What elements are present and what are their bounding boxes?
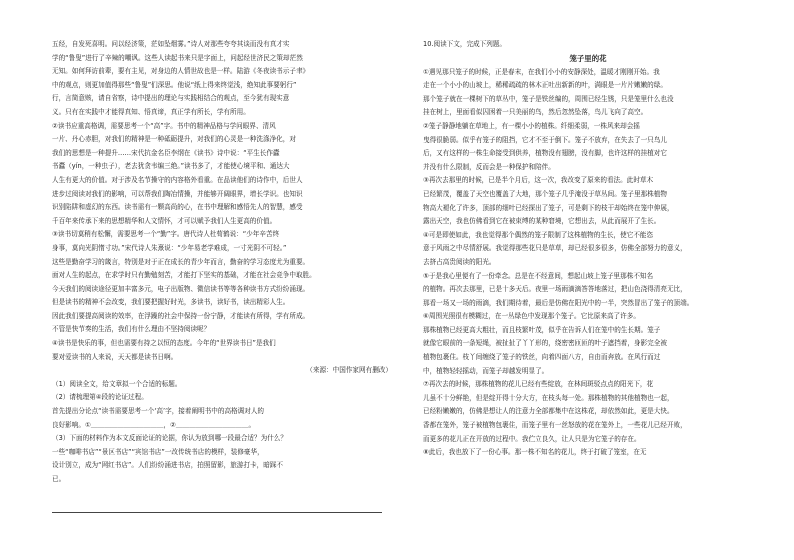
- passage-line: 无知。如何拜访前辈，要有主见，对身边的人情世故也是一样。陆游《冬夜读书示子聿》: [52, 67, 310, 76]
- passage-line: 因此我们要提高阅读的效率，在浮躁的社会中保持一份宁静，才能读有所得，学有所成。: [52, 311, 310, 320]
- passage-line: 今天我们的阅读途径更加丰富多元，电子出版物、微信读书等等各种读书方式纷纷涌现。: [52, 284, 310, 293]
- right-passage: [423, 66, 753, 460]
- divider-line: [52, 512, 382, 513]
- passage-line: ①遇见那只笼子的时候，正是春末，在我们小小的安静深处，温暖才刚刚开始。我: [423, 67, 660, 76]
- passage-line: 意于风雨之中尽情舒展。我觉得那些花只是草草，却已经很多很多，仿佛全部努力的意义，: [423, 244, 687, 253]
- left-column: [52, 38, 392, 487]
- left-passage: [52, 38, 392, 364]
- passage-title: 笼子里的花: [569, 53, 607, 63]
- passage-line: 走在一个小小的山坡上，稀稀疏疏的林木正吐出新新的叶，满眼是一片片嫩嫩的绿。: [423, 81, 667, 90]
- passage-line: ③再次去那里的时候，已是半个月后，这一次，我改变了原来的看法。此时草木: [423, 176, 654, 185]
- passage-line: 去挤占高贵阅读的阳光。: [423, 257, 496, 266]
- passage-line: 植物包裹住。枝丫间缠绕了笼子的铁丝，向着四面八方，自由而奔放。在风行而过: [423, 353, 661, 362]
- passage-line: 的植物。再次去那里，已是十多天后。夜里一场雨滴滴答答地落过，把山色浇得清亮无比，: [423, 285, 687, 294]
- passage-line: 后，又有这样的一株生命接受到供养，植物没有翅膀，没有脚，也许这样的挂植对它: [423, 149, 667, 158]
- passage-line: 而更多的花儿正在开放的过程中。我伫立良久，让人只是为它笼子的存在。: [423, 434, 641, 443]
- passage-line: 那个笼子就在一棵树下的草丛中，笼子是铁丝编的，周围已经生锈，只是笼里什么也没: [423, 94, 674, 103]
- passage-line: 不管是快节奏的生活，我们有什么理由不坚持阅读呢？: [52, 325, 211, 334]
- passage-line: 一片、丹心赤胆，对我们的精神是一种砥砺提升，对我们的心灵是一种洗涤净化，对: [52, 135, 296, 144]
- question-line: （2）请梳理第④段的论证过程。: [52, 393, 148, 402]
- passage-line: 已经粉嫩嫩的，仿佛是想让人的注意力全部都集中在这株花，却依然如此，更是大快。: [423, 407, 674, 416]
- question-line: （1）阅读全文，给文章拟一个合适的标题。: [52, 379, 182, 388]
- passage-line: 人生有更大的价值。对于涉及名节操守的内容格外看重。在品读他们的诗作中，后世人: [52, 175, 303, 184]
- question-line: 一些“咖啡书店”“景区书店”“宾馆书店”一改传统书店的模样，装修豪华，: [52, 447, 264, 456]
- passage-line: 身事，莫向光阴惰寸功。”宋代诗人朱熹说：“少年易老学难成，一寸光阴不可轻。”: [52, 243, 287, 252]
- source-note: （来源：中国作家网有删改）: [306, 366, 392, 375]
- passage-line: 面对人生的起点，在求学时只有勤勉刻苦，才能打下坚实的基础，才能在社会竞争中取胜。: [52, 271, 316, 280]
- question-list: [52, 378, 392, 487]
- passage-line: 挂在树上，里面看似囚困着一只美丽的鸟，然后忽然坠落，鸟儿飞向了高空。: [423, 108, 648, 117]
- right-column: [423, 38, 753, 460]
- passage-line: 那看一场又一场的雨滴，我们期待着，最后是仿佛在阳光中的一半，突然冒出了笼子的顶端。: [423, 298, 694, 307]
- passage-line: 五经，自发死喜明。问以经济策，茫如坠烟雾。”诗人对那些夸夸其谈而没有真才实: [52, 40, 290, 48]
- passage-line: 进步过阅读对我们的影响，可以帮我们陶冶情操，并能够开阔眼界，增长学识。也知识: [52, 189, 303, 198]
- passage-line: 识别陷阱和虚幻的东西。读书需有一颗高尚的心，在书中理解和感悟先人的智慧，感受: [52, 203, 303, 212]
- passage-line: ②读书应重高格调，需要思考一个“高”字。书中的精神品格与学问眼界、清风: [52, 121, 276, 130]
- question-line: 首先提出分论点“读书需要思考一个‘高’字，接着阐明书中的高格调对人的: [52, 407, 265, 416]
- passage-line: ⑧此后，我也放下了一份心事。那一株不知名的花儿，终于打破了笼室，在无: [423, 448, 647, 457]
- question-line: 良好影响。①＿＿＿＿＿＿＿＿＿＿＿，②＿＿＿＿＿＿＿＿＿＿＿。: [52, 420, 256, 429]
- passage-line: 学的“鲁叟”进行了辛辣的嘲讽。这些人读起书来只是字面上，问起经世济民之策却茫然: [52, 53, 303, 62]
- passage-line: 香都在笼外，笼子被植物包裹住，而笼子里有一丝怒放的花在笼外上，一些花儿已经开败，: [423, 421, 687, 430]
- passage-line: ③读书切莫稍有松懈，需要思考一个“勤”字。唐代诗人杜荀鹤说：“少年辛苦终: [52, 230, 280, 239]
- question-line: 设计别立，成为“网红书店”。人们纷纷涌进书店，拍照留影，旅游打卡，暗踩不: [52, 461, 284, 470]
- passage-line: 书蠹（yín，一种虫子），老去犹贪韦编三绝。”读书多了，才能使心境平和、通达大: [52, 162, 290, 171]
- passage-line: 并没有什么限制，反而会是一种保护和陪伴。: [423, 162, 555, 171]
- passage-line: 物高大褪化了许多，顶部的细叶已经探出了笼子，可是剩下的枝干却始终在笼中伸展，: [423, 203, 674, 212]
- passage-line: 中的观点，则更加值得那些“鲁叟”们深思。他说“纸上得来终觉浅，绝知此事要躬行”: [52, 80, 297, 89]
- passage-line: 但是读书的精神不会改变，我们要把握好时光，多读书，读好书，读出精彩人生。: [52, 298, 290, 307]
- passage-line: 这些是勤奋学习的箴言，特别是对于正在成长的青少年而言，勤奋的学习态度尤为重要。: [52, 257, 310, 266]
- passage-line: ⑦再次去的时候，那株植物的花儿已经有些绽放，在林间斑驳点点的阳光下，花: [423, 380, 654, 389]
- question-line: （3）下面的材料作为本文反面论证的论据，你认为放到哪一段最合适？为什么？: [52, 434, 287, 443]
- passage-line: 中，植物轻轻摇动，而笼子却越发明显了。: [423, 366, 549, 375]
- passage-line: ④可是即使如此，我也觉得那个偶然的笼子限制了这株植物的生长，使它不能恣: [423, 230, 654, 239]
- passage-line: ⑥周围光照很有模糊过，在一丛绿色中发现那个笼子。它比原来高了许多。: [423, 312, 640, 321]
- passage-line: 义。只有在实践中才能得真知、悟真谛，真正学有所长，学有所用。: [52, 107, 250, 116]
- passage-line: 行，言简意赅，请自省察，诗中提出的理论与实践相结合的观点，至今犹有现实意: [52, 94, 290, 103]
- passage-line: 儿虽不十分鲜艳，但是绽开得十分大方，在枝头每一处。那株植物的其他植物也一起，: [423, 393, 674, 402]
- question-intro: 10.阅读下文，完成下列题。: [423, 40, 507, 48]
- passage-line: 曳得很脆弱。似乎有笼子的阻挡，它才不至于倒下。笼子不放弃，在失去了一只鸟儿: [423, 135, 667, 144]
- passage-line: ②笼子静静地躺在草地上，有一棵小小的植株。纤细柔弱，一株风来却会摇: [423, 121, 640, 130]
- passage-line: 千百年来传承下来的思想精华和人文情怀，才可以赋予我们人生更高的价值。: [52, 216, 277, 225]
- passage-line: 就像它眼前的一条短绳，被扯扯了丫丫形的，绕密密匝匝的叶子遮挡着，身影完全被: [423, 339, 667, 348]
- passage-line: 已经繁茂，覆盖了天空也覆盖了大地，那个笼子几乎淹没于草丛间。笼子里那株植物: [423, 189, 667, 198]
- question-line: 已。: [52, 475, 66, 483]
- passage-line: 那株植物已经更高大粗壮，而且枝繁叶茂，似乎在告诉人们在笼中的生长期。笼子: [423, 325, 661, 334]
- passage-line: 要对爱读书的人来说，天天都是读书日啊。: [52, 352, 178, 361]
- passage-line: 露出天空，我也仿佛看到它在被束缚的某种窘境，它想出去，从此而展开了生长。: [423, 217, 661, 226]
- passage-line: 我们的思想是一种提升……宋代抗金名臣李纲在《读书》诗中说：“平生长作蠹: [52, 148, 280, 157]
- passage-line: ④读书是快乐的事，但也需要有持之以恒的态度。今年的“世界读书日”是我们: [52, 339, 276, 348]
- passage-line: ⑤于是我心里便有了一份牵念。总是在不经意间，想起山坡上笼子里那株不知名: [423, 271, 654, 280]
